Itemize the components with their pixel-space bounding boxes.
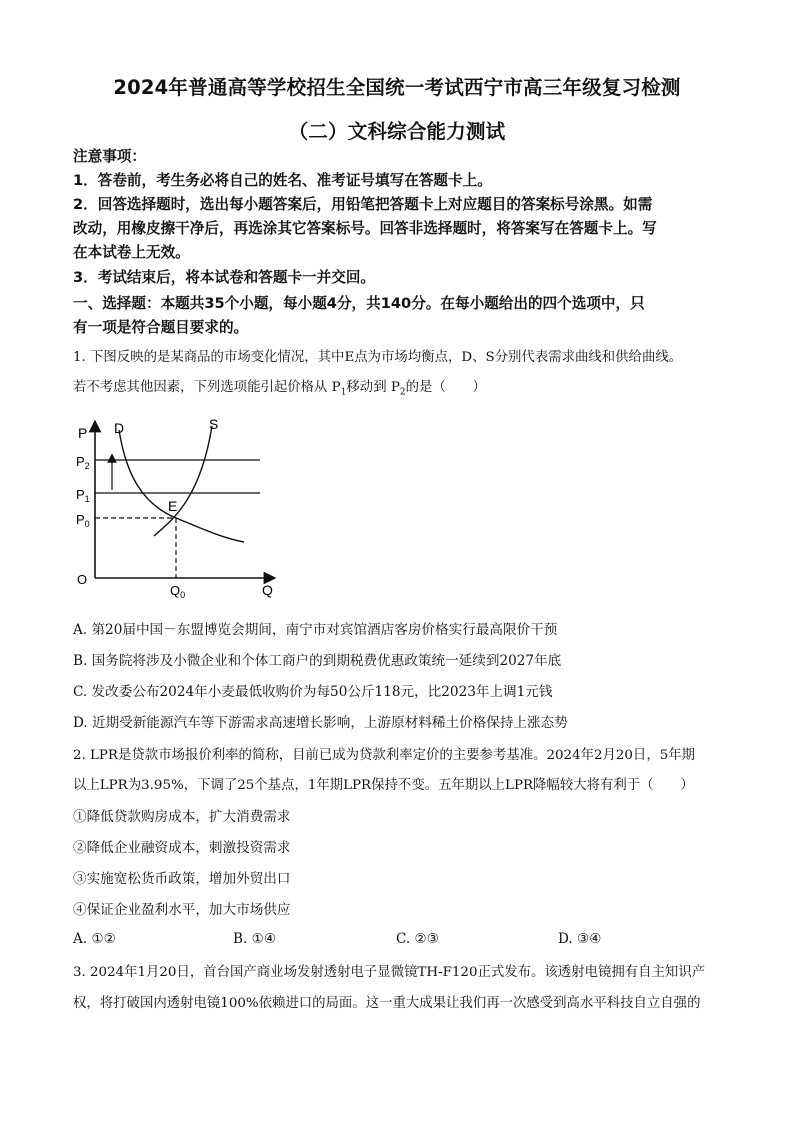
demand-curve bbox=[119, 430, 244, 542]
notice-item-2-line-2: 改动，用橡皮擦干净后，再选涂其它答案标号。回答非选择题时，将答案写在答题卡上。写 bbox=[73, 220, 657, 237]
q1-option-b: B. 国务院将涉及小微企业和个体工商户的到期税费优惠政策统一延续到2027年底 bbox=[73, 653, 562, 669]
q2-stem-line-2: 以上LPR为3.95%，下调了25个基点，1年期LPR保持不变。五年期以上LPR降幅较大将有利于（ ） bbox=[73, 778, 694, 793]
curve-label-d: D bbox=[114, 420, 125, 436]
q1-stem-line-1: 1. 下图反映的是某商品的市场变化情况，其中E点为市场均衡点，D、S分别代表需求曲线和供给曲线。 bbox=[73, 350, 683, 365]
exam-title-line-2: （二）文科综合能力测试 bbox=[288, 120, 506, 143]
supply-curve bbox=[154, 426, 212, 536]
notice-heading: 注意事项： bbox=[73, 148, 146, 165]
q3-stem-line-2: 权，将打破国内透射电镜100%依赖进口的局面。这一重大成果让我们再一次感受到高水平科技自立自强的 bbox=[73, 996, 701, 1011]
q2-option-b: B. ①④ bbox=[233, 931, 277, 947]
label-p0: $P_0$ bbox=[76, 512, 90, 529]
section-heading-line-1: 一、选择题：本题共35个小题，每小题4分，共140分。在每小题给出的四个选项中，只 bbox=[73, 295, 645, 312]
notice-item-3: 3．考试结束后，将本试卷和答题卡一并交回。 bbox=[73, 269, 376, 286]
axis-label-p: P bbox=[78, 425, 88, 441]
q1-option-c: C. 发改委公布2024年小麦最低收购价为每50公斤118元，比2023年上调1元钱 bbox=[73, 684, 553, 700]
section-heading-line-2: 有一项是符合题目要求的。 bbox=[73, 319, 249, 336]
axis-label-q: Q bbox=[262, 582, 273, 598]
q2-option-c: C. ②③ bbox=[396, 931, 439, 947]
supply-demand-graph bbox=[72, 412, 282, 607]
notice-item-1: 1．答卷前，考生务必将自己的姓名、准考证号填写在答题卡上。 bbox=[73, 172, 492, 189]
notice-item-2-line-3: 在本试卷上无效。 bbox=[73, 244, 190, 261]
q2-option-a: A. ①② bbox=[73, 931, 116, 947]
q2-statement-3: ③实施宽松货币政策，增加外贸出口 bbox=[73, 871, 291, 887]
point-label-e: E bbox=[168, 498, 178, 514]
q3-stem-line-1: 3. 2024年1月20日，首台国产商业场发射透射电子显微镜TH-F120正式发布。该透射电镜拥有自主知识产 bbox=[73, 965, 706, 980]
notice-item-2-line-1: 2．回答选择题时，选出每小题答案后，用铅笔把答题卡上对应题目的答案标号涂黑。如需 bbox=[73, 196, 653, 213]
q1-option-a: A. 第20届中国－东盟博览会期间，南宁市对宾馆酒店客房价格实行最高限价干预 bbox=[73, 622, 558, 638]
q2-statement-4: ④保证企业盈利水平，加大市场供应 bbox=[73, 902, 291, 918]
curve-label-s: S bbox=[209, 416, 219, 432]
q1-option-d: D. 近期受新能源汽车等下游需求高速增长影响，上游原材料稀土价格保持上涨态势 bbox=[73, 715, 568, 731]
label-p1: $P_1$ bbox=[76, 487, 90, 504]
q2-stem-line-1: 2. LPR是贷款市场报价利率的简称，目前已成为贷款利率定价的主要参考基准。2024年2月20日，5年期 bbox=[73, 748, 696, 763]
q2-option-d: D. ③④ bbox=[558, 931, 602, 947]
q2-statement-1: ①降低贷款购房成本，扩大消费需求 bbox=[73, 809, 291, 825]
exam-title-line-1: 2024年普通高等学校招生全国统一考试西宁市高三年级复习检测 bbox=[113, 76, 681, 99]
label-q0: $Q_0$ bbox=[170, 583, 186, 600]
origin-label: O bbox=[77, 572, 88, 587]
label-p2: $P_2$ bbox=[76, 454, 90, 471]
q2-statement-2: ②降低企业融资成本，刺激投资需求 bbox=[73, 840, 291, 856]
q1-stem-line-2: 若不考虑其他因素，下列选项能引起价格从 $P_1$移动到 $P_2$的是（ ） bbox=[73, 380, 486, 398]
